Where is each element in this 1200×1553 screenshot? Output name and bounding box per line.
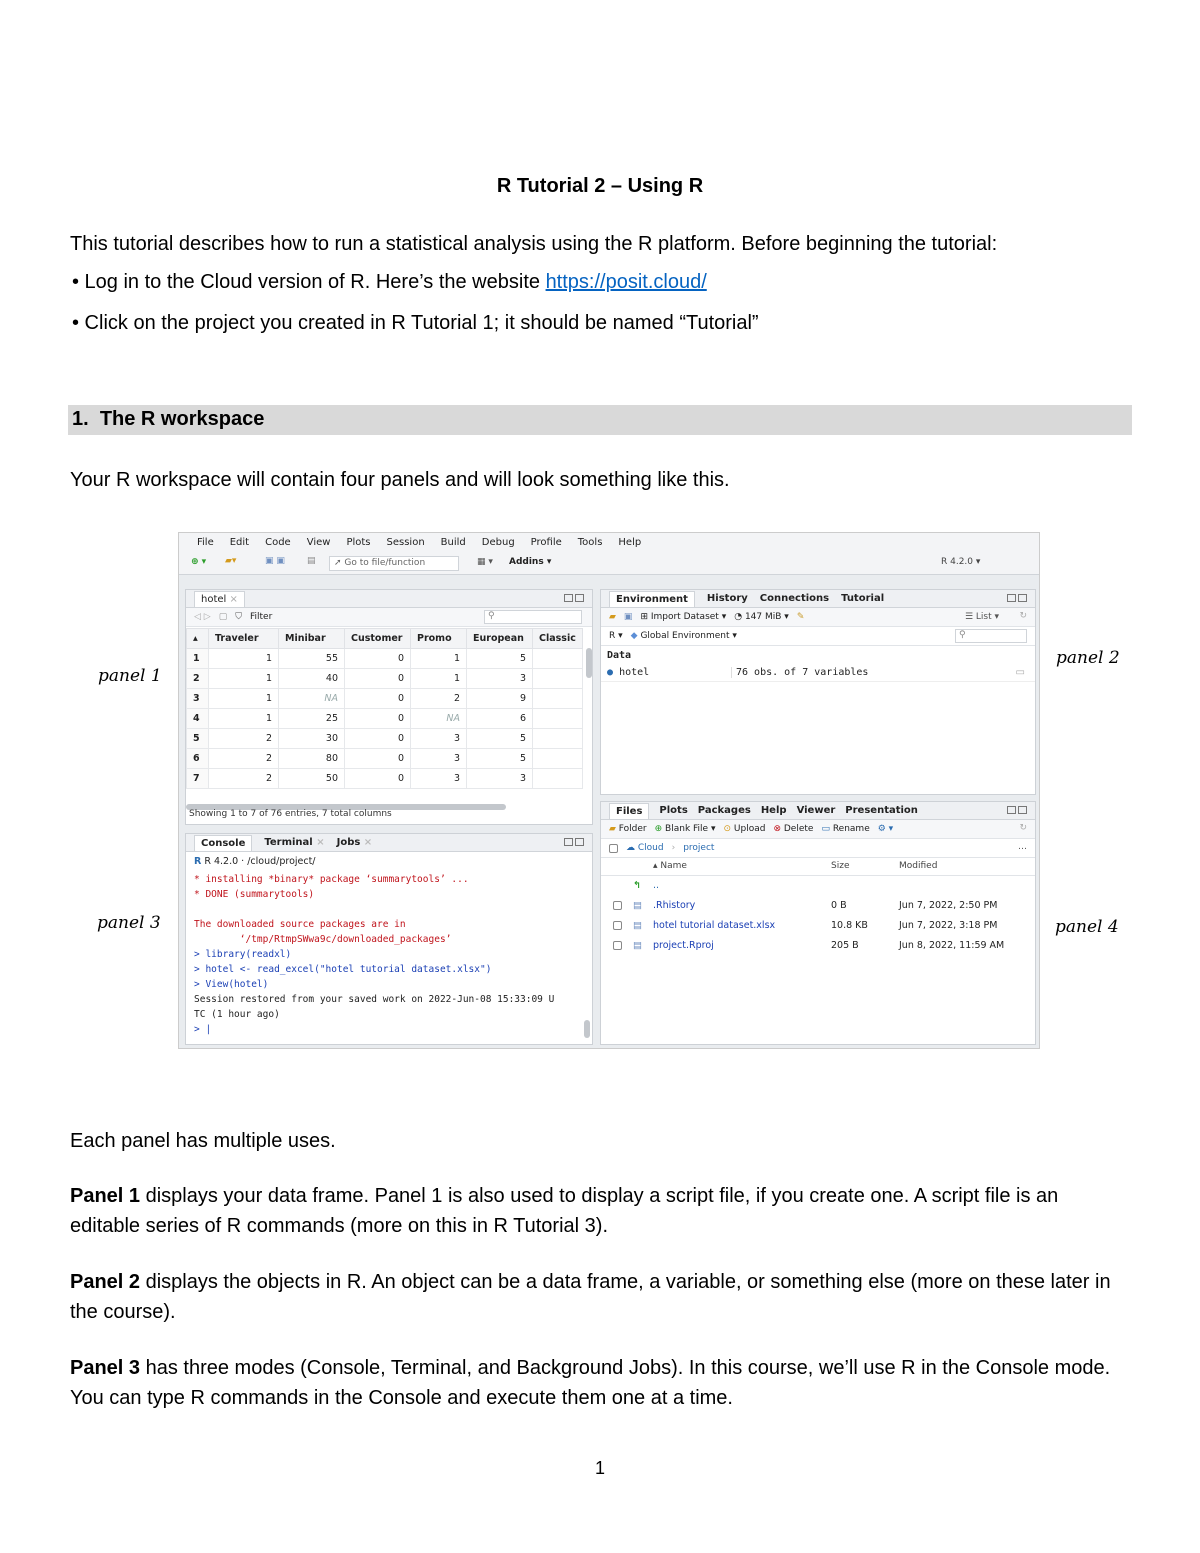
classic-cell xyxy=(533,749,583,769)
parent-directory-row[interactable] xyxy=(601,876,1035,896)
table-row xyxy=(187,649,583,669)
goto-file-input[interactable]: ➚ Go to file/function xyxy=(329,556,459,571)
window-controls[interactable] xyxy=(1005,594,1027,604)
tab-files[interactable]: Files xyxy=(609,803,649,819)
tab-plots[interactable]: Plots xyxy=(659,805,688,816)
file-modified: Jun 7, 2022, 2:50 PM xyxy=(899,900,998,911)
data-viewer-tabs xyxy=(186,590,592,608)
select-all-checkbox[interactable] xyxy=(609,844,618,853)
new-folder-button[interactable] xyxy=(609,824,647,834)
console-scrollbar[interactable] xyxy=(584,1020,590,1038)
rename-label: Rename xyxy=(832,824,870,834)
environment-toolbar xyxy=(601,608,1035,627)
menu-bar xyxy=(179,533,1039,553)
minibar-cell: 55 xyxy=(279,649,345,669)
panel-3-text: has three modes (Console, Terminal, and Background Jobs). In this course, we’ll use R in the Console mode. You can type R commands in the Console and execute them one at a time. xyxy=(70,1357,1111,1409)
environment-object-row[interactable] xyxy=(601,664,1035,682)
panel-3-label: panel 3 xyxy=(97,913,161,933)
menu-code[interactable]: Code xyxy=(265,537,291,548)
rstudio-screenshot xyxy=(178,532,1040,1049)
refresh-icon[interactable]: ↻ xyxy=(1019,823,1027,833)
console-line: TC (1 hour ago) xyxy=(194,1009,280,1020)
save-icon[interactable]: ▣ ▣ xyxy=(265,556,285,566)
menu-session[interactable]: Session xyxy=(386,537,425,548)
promo-cell: 1 xyxy=(411,669,467,689)
console-pane xyxy=(185,833,593,1045)
parent-directory-link[interactable]: .. xyxy=(653,880,660,891)
window-controls[interactable] xyxy=(562,838,584,848)
menu-edit[interactable]: Edit xyxy=(229,537,250,548)
section-title: The R workspace xyxy=(99,408,265,430)
table-row xyxy=(187,689,583,709)
col-header-customer[interactable]: Customer xyxy=(345,629,411,649)
panel-2-description xyxy=(70,1267,1130,1327)
tab-history[interactable]: History xyxy=(706,593,748,604)
maximize-icon[interactable] xyxy=(575,594,584,602)
european-cell: 3 xyxy=(467,769,533,789)
classic-cell xyxy=(533,689,583,709)
promo-cell: 3 xyxy=(411,769,467,789)
menu-plots[interactable]: Plots xyxy=(346,537,371,548)
traveler-cell: 2 xyxy=(209,729,279,749)
upload-button[interactable] xyxy=(723,824,765,834)
blank-file-label: Blank File xyxy=(665,824,709,834)
console-line: > hotel <- read_excel("hotel tutorial dataset.xlsx") xyxy=(194,964,492,975)
minimize-icon[interactable] xyxy=(564,594,573,602)
console-line: ‘/tmp/RtmpSWwa9c/downloaded_packages’ xyxy=(194,934,452,945)
maximize-icon[interactable] xyxy=(1018,806,1027,814)
maximize-icon[interactable] xyxy=(1018,594,1027,602)
import-dataset-menu[interactable]: ⊞ Import Dataset ▾ xyxy=(640,612,727,622)
file-modified: Jun 7, 2022, 3:18 PM xyxy=(899,920,998,931)
menu-build[interactable]: Build xyxy=(440,537,466,548)
file-modified: Jun 8, 2022, 11:59 AM xyxy=(899,940,1005,951)
file-checkbox[interactable] xyxy=(613,941,622,950)
tab-terminal-label: Terminal xyxy=(264,837,313,848)
promo-cell: 3 xyxy=(411,749,467,769)
col-header-promo[interactable]: Promo xyxy=(411,629,467,649)
table-row xyxy=(187,769,583,789)
file-checkbox[interactable] xyxy=(613,921,622,930)
close-icon[interactable]: × xyxy=(363,837,373,848)
table-row xyxy=(187,729,583,749)
menu-view[interactable]: View xyxy=(306,537,331,548)
promo-cell: 2 xyxy=(411,689,467,709)
filter-icon[interactable]: ⛉ xyxy=(235,612,242,622)
tab-hotel-label: hotel xyxy=(201,593,227,605)
files-header xyxy=(601,858,1035,876)
row-index: 1 xyxy=(187,649,209,669)
workspace-intro: Your R workspace will contain four panels and will look something like this. xyxy=(70,469,730,491)
row-index: 3 xyxy=(187,689,209,709)
panel-2-bold: Panel 2 xyxy=(70,1271,141,1293)
minibar-cell: 30 xyxy=(279,729,345,749)
data-viewer-pane xyxy=(185,589,593,825)
traveler-cell: 2 xyxy=(209,749,279,769)
panel-3-description xyxy=(70,1353,1130,1413)
page-title: R Tutorial 2 – Using R xyxy=(496,175,704,197)
name-header[interactable]: ▴ Name xyxy=(653,861,687,871)
delete-icon: ⊗ xyxy=(773,824,781,834)
rename-icon: ▭ xyxy=(821,824,830,834)
breadcrumb-project[interactable]: project xyxy=(683,843,715,853)
language-select[interactable]: R ▾ xyxy=(609,631,623,641)
customer-cell: 0 xyxy=(345,649,411,669)
traveler-cell: 2 xyxy=(209,769,279,789)
file-icon: ▤ xyxy=(633,940,642,951)
addins-menu[interactable]: Addins ▾ xyxy=(509,557,552,567)
customer-cell: 0 xyxy=(345,749,411,769)
european-cell: 5 xyxy=(467,649,533,669)
breadcrumb-cloud[interactable]: ☁ Cloud xyxy=(626,843,664,853)
rename-button[interactable] xyxy=(821,824,869,834)
customer-cell: 0 xyxy=(345,709,411,729)
back-forward-icon[interactable]: ◁ ▷ xyxy=(194,612,211,622)
european-cell: 9 xyxy=(467,689,533,709)
panel-3-bold: Panel 3 xyxy=(70,1357,141,1379)
customer-cell: 0 xyxy=(345,729,411,749)
popout-icon[interactable]: ▢ xyxy=(218,612,228,622)
new-file-icon[interactable]: ⊕ ▾ xyxy=(191,557,207,567)
environment-tabs xyxy=(601,590,1035,608)
console-line: > View(hotel) xyxy=(194,979,269,990)
upload-icon: ⊙ xyxy=(723,824,732,834)
file-icon: ▤ xyxy=(633,920,642,931)
table-body xyxy=(187,649,583,789)
folder-icon: ▰ xyxy=(609,824,616,834)
goto-placeholder: Go to file/function xyxy=(344,558,426,568)
european-cell: 3 xyxy=(467,669,533,689)
console-line: > | xyxy=(194,1024,212,1035)
file-icon: ▤ xyxy=(633,900,642,911)
tab-console[interactable]: Console xyxy=(194,835,252,851)
table-header-row xyxy=(187,629,583,649)
up-arrow-icon: ↰ xyxy=(633,880,641,891)
classic-cell xyxy=(533,769,583,789)
data-viewer-toolbar xyxy=(186,608,592,627)
classic-cell xyxy=(533,649,583,669)
list-view-label: List xyxy=(975,612,992,622)
addins-label: Addins xyxy=(509,557,544,567)
european-cell: 6 xyxy=(467,709,533,729)
console-path-label: R 4.2.0 · /cloud/project/ xyxy=(204,856,316,867)
data-search-input[interactable]: ⚲ xyxy=(484,610,582,624)
r-logo-icon: R xyxy=(194,856,202,867)
broom-icon[interactable]: ✎ xyxy=(796,612,805,622)
table-row xyxy=(187,669,583,689)
row-index: 7 xyxy=(187,769,209,789)
promo-cell: 3 xyxy=(411,729,467,749)
classic-cell xyxy=(533,709,583,729)
files-toolbar xyxy=(601,820,1035,839)
menu-debug[interactable]: Debug xyxy=(481,537,515,548)
file-checkbox[interactable] xyxy=(613,901,622,910)
file-size: 0 B xyxy=(831,900,847,911)
open-folder-icon[interactable]: ▰ xyxy=(609,612,616,622)
table-row xyxy=(187,749,583,769)
console-line: The downloaded source packages are in xyxy=(194,919,406,930)
console-line: * DONE (summarytools) xyxy=(194,889,315,900)
r-version-label: R 4.2.0 xyxy=(941,557,974,567)
panel-2-label: panel 2 xyxy=(1056,648,1120,668)
tab-hotel[interactable] xyxy=(194,591,245,607)
table-view-icon[interactable]: ▭ xyxy=(1015,667,1025,678)
globe-icon: ◆ xyxy=(630,631,638,641)
breadcrumb-cloud-label: Cloud xyxy=(637,843,664,853)
print-icon[interactable]: ▤ xyxy=(307,556,316,566)
gear-icon[interactable]: ⚙ ▾ xyxy=(877,824,894,834)
col-header-index[interactable]: ▴ xyxy=(187,629,209,649)
file-name[interactable]: .Rhistory xyxy=(653,900,696,911)
filter-label[interactable]: Filter xyxy=(250,612,273,622)
panel-1-bold: Panel 1 xyxy=(70,1185,141,1207)
console-path xyxy=(194,856,316,867)
traveler-cell: 1 xyxy=(209,709,279,729)
open-folder-icon[interactable]: ▰▾ xyxy=(225,556,237,566)
vertical-scrollbar[interactable] xyxy=(586,648,592,678)
environment-pane xyxy=(600,589,1036,795)
minimize-icon[interactable] xyxy=(1007,594,1016,602)
data-section-heading: Data xyxy=(607,650,632,661)
grid-icon[interactable]: ▦ ▾ xyxy=(477,557,493,567)
blank-file-button[interactable]: ⊕ Blank File ▾ xyxy=(654,824,716,834)
tab-jobs-label: Jobs xyxy=(336,837,361,848)
menu-profile[interactable]: Profile xyxy=(530,537,562,548)
bullet-login-text: • Log in to the Cloud version of R. Here’s the website xyxy=(72,271,546,293)
data-table xyxy=(186,628,583,789)
panel-4-label: panel 4 xyxy=(1055,917,1119,937)
tab-tutorial[interactable]: Tutorial xyxy=(841,593,885,604)
promo-cell: 1 xyxy=(411,649,467,669)
memory-label: 147 MiB xyxy=(744,612,782,622)
customer-cell: 0 xyxy=(345,689,411,709)
section-heading xyxy=(68,405,1132,435)
tab-presentation[interactable]: Presentation xyxy=(845,805,918,816)
tab-environment[interactable]: Environment xyxy=(609,591,695,607)
save-icon[interactable]: ▣ xyxy=(623,612,633,622)
row-index: 2 xyxy=(187,669,209,689)
minibar-cell: 80 xyxy=(279,749,345,769)
close-icon[interactable]: × xyxy=(316,837,325,848)
tab-jobs[interactable] xyxy=(337,837,373,848)
console-line: > library(readxl) xyxy=(194,949,292,960)
posit-cloud-link[interactable]: https://posit.cloud/ xyxy=(545,271,707,293)
environment-label: Global Environment xyxy=(640,631,730,641)
traveler-cell: 1 xyxy=(209,689,279,709)
minibar-cell: 40 xyxy=(279,669,345,689)
plus-icon: ⊕ xyxy=(654,824,663,834)
more-icon[interactable]: … xyxy=(1018,842,1027,852)
console-line: * installing *binary* package ‘summarytools’ ... xyxy=(194,874,469,885)
page-number: 1 xyxy=(594,1458,605,1478)
main-toolbar xyxy=(179,553,1039,575)
row-index: 4 xyxy=(187,709,209,729)
refresh-icon[interactable]: ↻ xyxy=(1019,611,1027,621)
traveler-cell: 1 xyxy=(209,649,279,669)
menu-tools[interactable]: Tools xyxy=(577,537,603,548)
window-controls[interactable] xyxy=(1005,806,1027,816)
row-index: 5 xyxy=(187,729,209,749)
new-folder-label: Folder xyxy=(618,824,647,834)
object-description: 76 obs. of 7 variables xyxy=(731,667,868,678)
traveler-cell: 1 xyxy=(209,669,279,689)
european-cell: 5 xyxy=(467,729,533,749)
panel-1-label: panel 1 xyxy=(98,666,162,686)
upload-label: Upload xyxy=(733,824,766,834)
menu-file[interactable]: File xyxy=(197,537,214,548)
tab-terminal[interactable] xyxy=(264,837,324,848)
size-header[interactable]: Size xyxy=(831,861,850,871)
european-cell: 5 xyxy=(467,749,533,769)
minimize-icon[interactable] xyxy=(564,838,573,846)
panel-1-description xyxy=(70,1181,1130,1241)
col-header-traveler[interactable]: Traveler xyxy=(209,629,279,649)
name-header-label: Name xyxy=(660,861,687,871)
list-view-menu[interactable]: ☰ List ▾ xyxy=(964,612,999,622)
file-size: 205 B xyxy=(831,940,859,951)
environment-select[interactable]: ◆ Global Environment ▾ xyxy=(630,631,737,641)
file-row[interactable] xyxy=(601,936,1035,956)
chevron-right-icon: › xyxy=(671,843,676,853)
files-breadcrumb xyxy=(601,839,1035,858)
minimize-icon[interactable] xyxy=(1007,806,1016,814)
classic-cell xyxy=(533,669,583,689)
window-controls[interactable] xyxy=(562,594,584,604)
environment-search-input[interactable]: ⚲ xyxy=(955,629,1027,643)
classic-cell xyxy=(533,729,583,749)
files-pane xyxy=(600,801,1036,1045)
row-index: 6 xyxy=(187,749,209,769)
col-header-minibar[interactable]: Minibar xyxy=(279,629,345,649)
tab-packages[interactable]: Packages xyxy=(697,805,751,816)
minibar-cell: 25 xyxy=(279,709,345,729)
object-name xyxy=(607,667,649,678)
bullet-login xyxy=(72,271,707,294)
section-number: 1. xyxy=(72,408,89,430)
customer-cell: 0 xyxy=(345,769,411,789)
file-row[interactable] xyxy=(601,896,1035,916)
r-version-menu[interactable]: R 4.2.0 ▾ xyxy=(941,557,981,567)
bullet-project: • Click on the project you created in R Tutorial 1; it should be named “Tutorial” xyxy=(72,312,759,334)
file-size: 10.8 KB xyxy=(831,920,868,931)
menu-help[interactable]: Help xyxy=(618,537,642,548)
delete-label: Delete xyxy=(783,824,814,834)
minibar-cell: NA xyxy=(279,689,345,709)
modified-header[interactable]: Modified xyxy=(899,861,938,871)
customer-cell: 0 xyxy=(345,669,411,689)
each-panel-text: Each panel has multiple uses. xyxy=(70,1130,336,1152)
console-tabs xyxy=(186,834,592,852)
object-name-label: hotel xyxy=(619,667,650,678)
panel-1-text: displays your data frame. Panel 1 is also used to display a script file, if you create one. A script file is an editable series of R commands (more on this in R Tutorial 3). xyxy=(70,1185,1059,1237)
console-line: Session restored from your saved work on 2022-Jun-08 15:33:09 U xyxy=(194,994,555,1005)
tab-connections[interactable]: Connections xyxy=(759,593,830,604)
tab-viewer[interactable]: Viewer xyxy=(796,805,836,816)
file-name[interactable]: hotel tutorial dataset.xlsx xyxy=(653,920,776,931)
memory-usage[interactable]: ◔ 147 MiB ▾ xyxy=(734,612,789,622)
import-dataset-label: Import Dataset xyxy=(650,612,719,622)
files-tabs xyxy=(601,802,1035,820)
close-icon[interactable]: × xyxy=(229,593,238,605)
panel-2-text: displays the objects in R. An object can be a data frame, a variable, or something else (more on these later in the course). xyxy=(70,1271,1111,1323)
intro-text: This tutorial describes how to run a statistical analysis using the R platform. Before beginning the tutorial: xyxy=(70,233,998,255)
expand-icon[interactable]: ● xyxy=(607,667,614,678)
scope-bar xyxy=(601,627,1035,646)
file-name[interactable]: project.Rproj xyxy=(653,940,714,951)
file-row[interactable] xyxy=(601,916,1035,936)
col-header-european[interactable]: European xyxy=(467,629,533,649)
language-label: R xyxy=(609,631,616,641)
entries-info: Showing 1 to 7 of 76 entries, 7 total columns xyxy=(189,809,392,819)
maximize-icon[interactable] xyxy=(575,838,584,846)
minibar-cell: 50 xyxy=(279,769,345,789)
delete-button[interactable] xyxy=(773,824,813,834)
promo-cell: NA xyxy=(411,709,467,729)
tab-help[interactable]: Help xyxy=(760,805,787,816)
col-header-classic[interactable]: Classic xyxy=(533,629,583,649)
table-row xyxy=(187,709,583,729)
